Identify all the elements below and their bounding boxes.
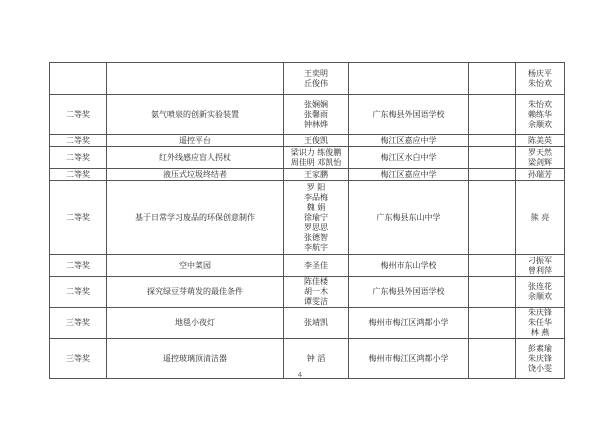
students-cell-line: 钟林烨 <box>304 119 328 129</box>
teachers-cell-line: 熊 亮 <box>530 212 550 222</box>
project-name-cell: 探究绿豆芽萌发的最佳条件 <box>107 277 284 308</box>
students-cell-line: 张馨雨 <box>304 109 328 119</box>
school-cell: 梅江区嘉应中学 <box>349 135 469 147</box>
project-name-cell: 空中菜园 <box>107 255 284 277</box>
teachers-cell <box>516 147 565 169</box>
students-cell-line: 罗思思 <box>304 222 328 232</box>
school-cell: 广东梅县外国语学校 <box>349 95 469 135</box>
teachers-cell-line: 林 燕 <box>530 328 550 337</box>
students-cell-line: 梁识力 练俊鹏 <box>290 147 342 157</box>
teachers-cell-line: 朱怡欢 <box>528 78 552 88</box>
teachers-cell-line: 陈美英 <box>528 135 552 145</box>
empty-cell <box>469 95 516 135</box>
awards-table <box>49 62 565 379</box>
award-level-cell: 二等奖 <box>50 255 107 277</box>
students-cell <box>284 277 349 308</box>
empty-cell <box>469 147 516 169</box>
teachers-cell <box>516 135 565 147</box>
students-cell-line: 张靖凯 <box>304 318 328 327</box>
school-cell: 梅州市梅江区鸿都小学 <box>349 339 469 379</box>
teachers-cell-line: 彭素瑜 <box>528 343 552 353</box>
project-name-cell: 地毯小夜灯 <box>107 308 284 339</box>
table-row <box>50 95 565 135</box>
teachers-cell <box>516 95 565 135</box>
teachers-cell <box>516 308 565 339</box>
students-cell-line: 李品梅 <box>304 192 328 202</box>
teachers-cell-line: 饶小雯 <box>528 363 552 373</box>
students-cell-line: 李圣佳 <box>304 260 328 270</box>
teachers-cell-line: 罗天然 <box>528 147 552 157</box>
award-level-cell: 二等奖 <box>50 147 107 169</box>
students-cell-line: 钟 滔 <box>306 353 326 363</box>
students-cell <box>284 308 349 339</box>
empty-cell <box>469 169 516 181</box>
students-cell-line: 陈佳楼 <box>304 277 328 286</box>
students-cell-line: 谭雯洁 <box>304 297 328 306</box>
award-level-cell: 三等奖 <box>50 339 107 379</box>
teachers-cell <box>516 63 565 95</box>
teachers-cell-line: 朱庆锋 <box>528 308 552 317</box>
teachers-cell-line: 梁剑辉 <box>528 157 552 167</box>
school-cell: 广东梅县外国语学校 <box>349 277 469 308</box>
project-name-cell: 液压式垃圾终结者 <box>107 169 284 181</box>
teachers-cell-line: 朱怡欢 <box>528 99 552 109</box>
teachers-cell <box>516 255 565 277</box>
school-cell: 梅江区嘉应中学 <box>349 169 469 181</box>
table-row <box>50 277 565 308</box>
teachers-cell-line: 孙瑞芳 <box>528 169 552 179</box>
students-cell-line: 李航宇 <box>304 242 328 252</box>
project-name-cell: 遥控平台 <box>107 135 284 147</box>
table-row <box>50 169 565 181</box>
empty-cell <box>469 135 516 147</box>
project-name-cell: 红外线感应盲人拐杖 <box>107 147 284 169</box>
school-cell: 梅州市东山学校 <box>349 255 469 277</box>
students-cell-line: 张娴娴 <box>304 99 328 109</box>
table-row <box>50 308 565 339</box>
students-cell <box>284 181 349 255</box>
empty-cell <box>469 308 516 339</box>
teachers-cell-line: 余顺欢 <box>528 292 552 301</box>
project-name-cell: 基于日常学习废品的环保创意制作 <box>107 181 284 255</box>
award-level-cell: 二等奖 <box>50 169 107 181</box>
table-row <box>50 255 565 277</box>
awards-table-body <box>50 63 565 379</box>
students-cell-line: 魏 娟 <box>306 202 326 212</box>
students-cell-line: 王奕明 <box>304 68 328 78</box>
table-row <box>50 63 565 95</box>
award-level-cell: 二等奖 <box>50 95 107 135</box>
teachers-cell <box>516 181 565 255</box>
teachers-cell-line: 张连花 <box>528 282 552 291</box>
teachers-cell-line: 朱任华 <box>528 318 552 327</box>
students-cell-line: 王俊凯 <box>304 135 328 145</box>
teachers-cell <box>516 169 565 181</box>
table-row <box>50 135 565 147</box>
students-cell-line: 罗 阳 <box>306 182 326 192</box>
teachers-cell-line: 刁振军 <box>528 255 552 265</box>
school-cell: 广东梅县东山中学 <box>349 181 469 255</box>
teachers-cell-line: 杨庆平 <box>528 68 552 78</box>
students-cell <box>284 63 349 95</box>
students-cell-line: 胡一木 <box>304 287 328 296</box>
page-number: 4 <box>297 371 303 379</box>
students-cell-line: 丘俊伟 <box>304 78 328 88</box>
award-level-cell: 二等奖 <box>50 135 107 147</box>
students-cell <box>284 95 349 135</box>
students-cell-line: 周佳明 邓凯怡 <box>290 157 342 167</box>
award-level-cell <box>50 63 107 95</box>
empty-cell <box>469 63 516 95</box>
empty-cell <box>469 255 516 277</box>
teachers-cell-line: 朱庆锋 <box>528 353 552 363</box>
students-cell-line: 徐瑜宁 <box>304 212 328 222</box>
empty-cell <box>469 181 516 255</box>
teachers-cell-line: 赖练华 <box>528 109 552 119</box>
project-name-cell: 遥控玻璃顶清洁器 <box>107 339 284 379</box>
school-cell <box>349 63 469 95</box>
school-cell: 梅州市梅江区鸿都小学 <box>349 308 469 339</box>
project-name-cell: 氨气喷泉的创新实验装置 <box>107 95 284 135</box>
project-name-cell <box>107 63 284 95</box>
teachers-cell-line: 余顺欢 <box>528 119 552 129</box>
students-cell <box>284 255 349 277</box>
students-cell-line: 王家鹏 <box>304 169 328 179</box>
award-level-cell: 二等奖 <box>50 181 107 255</box>
teachers-cell <box>516 277 565 308</box>
table-row <box>50 181 565 255</box>
teachers-cell-line: 曾利萍 <box>528 265 552 275</box>
table-row <box>50 147 565 169</box>
school-cell: 梅江区水白中学 <box>349 147 469 169</box>
award-level-cell: 三等奖 <box>50 308 107 339</box>
students-cell <box>284 169 349 181</box>
award-level-cell: 二等奖 <box>50 277 107 308</box>
students-cell <box>284 135 349 147</box>
empty-cell <box>469 277 516 308</box>
students-cell <box>284 147 349 169</box>
students-cell-line: 张德智 <box>304 232 328 242</box>
